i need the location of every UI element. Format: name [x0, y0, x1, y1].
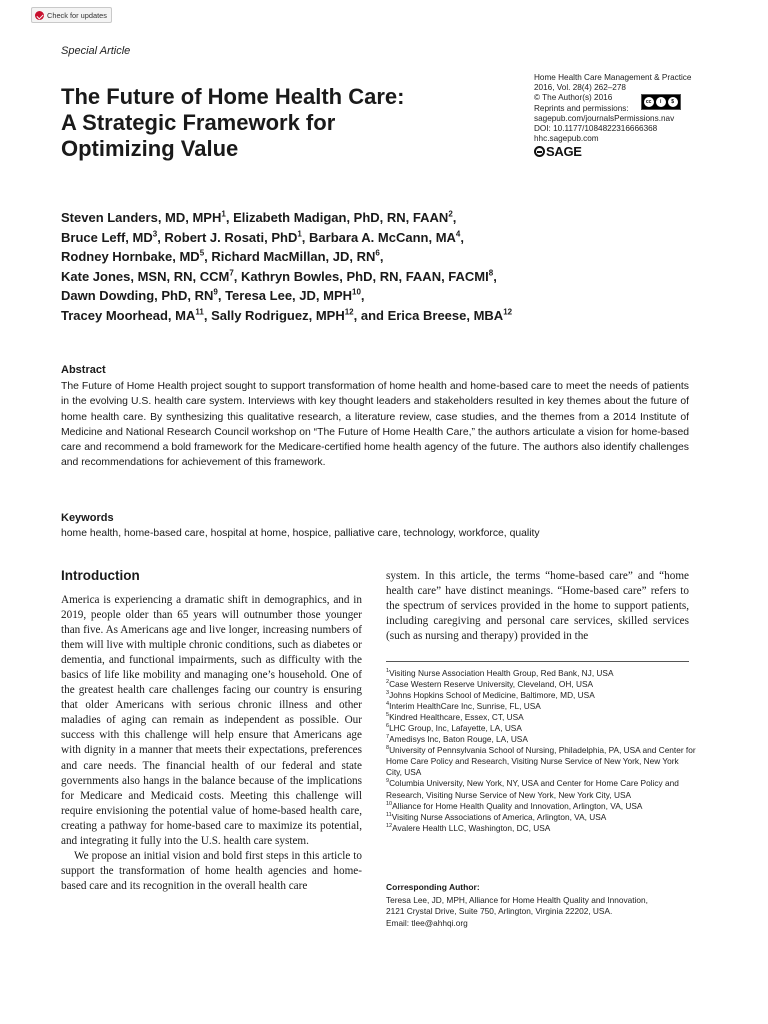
- author-line: Dawn Dowding, PhD, $RN^9$, Teresa Lee, JD, MPH$^{10}$,: [61, 287, 365, 303]
- author-list: [61, 208, 681, 325]
- journal-meta: [534, 73, 734, 157]
- corresponding-author-line: Teresa Lee, JD, MPH, Alliance for Home Health Quality and Innovation,: [386, 895, 648, 905]
- check-for-updates-button[interactable]: [31, 7, 112, 23]
- author-name: Erica Breese, MBA: [387, 307, 504, 323]
- affiliations-list: [386, 668, 696, 834]
- author-name: Rodney Hornbake, MD: [61, 249, 200, 264]
- author-name: Robert J. Rosati, PhD: [164, 229, 298, 245]
- cc-icon: cc: [644, 97, 654, 107]
- body-paragraph: We propose an initial vision and bold first steps in this article to support the transformation of home health agencies and home-based care and its recognition in the overall health care: [61, 849, 362, 892]
- author-line: Steven Landers, MD, MPH$^1$, Elizabeth Madigan, PhD, RN, FAAN$^2$,: [61, 209, 457, 225]
- author-name: Bruce Leff, MD: [61, 229, 153, 245]
- keywords-text: home health, home-based care, hospital at home, hospice, palliative care, technology, workforce, quality: [61, 528, 540, 539]
- abstract-heading: Abstract: [61, 364, 106, 376]
- introduction-column-left: [61, 593, 362, 894]
- author-name: Teresa Lee, JD, MPH: [225, 288, 352, 303]
- attribution-icon: i: [656, 97, 666, 107]
- author-affil-sup: 12: [503, 307, 513, 317]
- doi-text[interactable]: DOI: 10.1177/1084822316666368: [534, 124, 658, 134]
- copyright-row: [534, 93, 734, 113]
- title-line: A Strategic Framework for: [61, 110, 336, 135]
- author-affil-sup: 5: [199, 248, 205, 258]
- corresponding-author-email[interactable]: Email: tlee@ahhqi.org: [386, 917, 468, 928]
- sage-logo: [534, 143, 734, 159]
- journal-site-link[interactable]: hhc.sagepub.com: [534, 134, 599, 144]
- author-name: Barbara A. McCann, MA: [309, 229, 456, 245]
- introduction-column-right: system. In this article, the terms “home-based care” and “home health care” have distinct meanings. “Home-based care” refers to the spectrum of services provided in the home to support patients, including caregiving and personal care services, skilled services (such as nursing and therapy) provided in the: [386, 570, 689, 643]
- corresponding-author-heading: Corresponding Author:: [386, 882, 480, 892]
- article-type-label: Special Article: [61, 45, 131, 57]
- affiliation-item: $^7$Amedisys Inc, Baton Rouge, LA, USA: [386, 734, 528, 745]
- author-affil-sup: 3: [152, 229, 158, 239]
- introduction-heading: Introduction: [61, 568, 140, 583]
- body-paragraph: America is experiencing a dramatic shift in demographics, and in 2019, people older than 65 years will outnumber those younger than five. As Americans age and live longer, increasing numbers of them will live with multiple chronic conditions, such as diabetes or dementia, and functional impairments, such as difficulty with the basics of life like mobility and managing one’s household. One of the greatest health care challenges facing our country is ensuring that older Americans with serious chronic illness and other maladies of aging can remain as independent as possible. Our success with this challenge will help ensure that Americans age with dignity in a manner that meets their expectations, preferences and care needs. The financial health of our federal and state governments also hangs in the balance because of the implications for Medicare and Medicaid costs. Meeting this challenge will require envisioning the potential value of home-based health care, creating a pathway for home-based care to maximize its potential, and integrating it fully into the U.S. health care system.: [61, 594, 362, 847]
- author-affil-sup: 7: [229, 268, 234, 278]
- author-affil-sup: 2: [448, 209, 453, 219]
- abstract-text: The Future of Home Health project sought to support transformation of home health and home-based care to meet the needs of patients in the evolving U.S. health care system. Interviews with key thought leaders and stakeholders resulted in key themes about the future of home health care. By synthesizing this qualitative research, a literature review, case studies, and the themes from a 2014 Institute of Medicine and National Research Council workshop on “The Future of Home Health Care,” the authors articulate a vision for home-based care and recommend a bold framework for the Medicare-certified home health agency of the future. The authors also identify challenges and recommendations for achievement of this framework.: [61, 381, 689, 469]
- check-updates-label: Check for updates: [47, 10, 107, 20]
- publisher-logo-text: SAGE: [546, 143, 582, 159]
- title-line: Optimizing Value: [61, 136, 239, 161]
- copyright-text: © The Author(s) 2016: [534, 93, 613, 103]
- reprints-text: Reprints and permissions:: [534, 103, 629, 113]
- author-name: Kathryn Bowles, PhD, RN, FAAN, FACMI: [241, 268, 489, 284]
- affiliation-item: $^2$Case Western Reserve University, Cleveland, OH, USA: [386, 679, 594, 690]
- author-name: Elizabeth Madigan, PhD, RN, FAAN: [233, 210, 449, 225]
- author-name: Tracey Moorhead, MA: [61, 307, 196, 323]
- affiliation-item: $^3$Johns Hopkins School of Medicine, Baltimore, MD, USA: [386, 690, 595, 701]
- permissions-link[interactable]: sagepub.com/journalsPermissions.nav: [534, 113, 675, 123]
- author-affil-sup: 9: [213, 287, 218, 297]
- author-name: Richard MacMillan, JD, RN: [211, 249, 376, 264]
- author-line: Kate Jones, MSN, RN, CCM$^7$, Kathryn Bowles, PhD, RN, FAAN, FACMI$^8$,: [61, 268, 497, 284]
- affiliation-item: $^{10}$Alliance for Home Health Quality and Innovation, Arlington, VA, USA: [386, 800, 643, 811]
- author-affil-sup: 6: [375, 248, 380, 258]
- author-line: Bruce Leff, $MD^3$, Robert J. Rosati, PhD$^1$, Barbara A. McCann, $MA^4$,: [61, 229, 464, 245]
- corresponding-author-line: 2121 Crystal Drive, Suite 750, Arlington, Virginia 22202, USA.: [386, 906, 613, 917]
- journal-name: Home Health Care Management & Practice: [534, 73, 692, 82]
- affiliation-item: $^6$LHC Group, Inc, Lafayette, LA, USA: [386, 723, 522, 734]
- author-name: Steven Landers, MD, MPH: [61, 210, 222, 225]
- affiliation-item: $^{12}$Avalere Health LLC, Washington, DC, USA: [386, 822, 551, 833]
- title-line: The Future of Home Health Care:: [61, 84, 405, 109]
- author-line: Rodney Hornbake, $MD^5$, Richard MacMillan, JD, $RN^6$,: [61, 248, 384, 264]
- affiliation-item: $^8$University of Pennsylvania School of Nursing, Philadelphia, PA, USA and Center for Home Care Policy and Research, Visiting Nurse Service of New York, New York City, USA: [386, 745, 696, 778]
- author-affil-sup: 11: [195, 307, 204, 317]
- corresponding-author-details: [386, 895, 696, 929]
- noncommercial-icon: $: [668, 97, 678, 107]
- article-title: [61, 84, 461, 162]
- journal-citation: 2016, Vol. 28(4) 262–278: [534, 83, 626, 93]
- author-affil-sup: 4: [455, 229, 461, 239]
- author-line: Tracey Moorhead, MA$^{11}$, Sally Rodriguez, MPH$^{12}$, and Erica Breese, MBA$^{12}$: [61, 307, 513, 323]
- author-name: Kate Jones, MSN, RN, CCM: [61, 268, 230, 284]
- affiliation-item: $^9$Columbia University, New York, NY, USA and Center for Home Care Policy and Research, Visiting Nurse Service of New York, New York City, USA: [386, 778, 679, 800]
- author-name: Dawn Dowding, PhD, RN: [61, 288, 214, 303]
- check-updates-icon: [35, 11, 44, 20]
- author-affil-sup: 8: [488, 268, 494, 278]
- author-affil-sup: 10: [352, 287, 361, 297]
- author-affil-sup: 12: [344, 307, 354, 317]
- footnote-divider: [386, 661, 689, 662]
- author-name: Sally Rodriguez, MPH: [211, 307, 345, 323]
- keywords-heading: Keywords: [61, 512, 114, 524]
- author-affil-sup: 1: [297, 229, 302, 239]
- affiliation-item: $^{11}$Visiting Nurse Associations of America, Arlington, VA, USA: [386, 811, 607, 822]
- affiliation-item: $^5$Kindred Healthcare, Essex, CT, USA: [386, 712, 524, 723]
- sage-logo-icon: [534, 146, 545, 157]
- author-affil-sup: 1: [221, 209, 226, 219]
- affiliation-item: $^4$Interim HealthCare Inc, Sunrise, FL, USA: [386, 701, 541, 712]
- creative-commons-icon[interactable]: [641, 94, 681, 110]
- affiliation-item: $^1$Visiting Nurse Association Health Group, Red Bank, NJ, USA: [386, 668, 614, 678]
